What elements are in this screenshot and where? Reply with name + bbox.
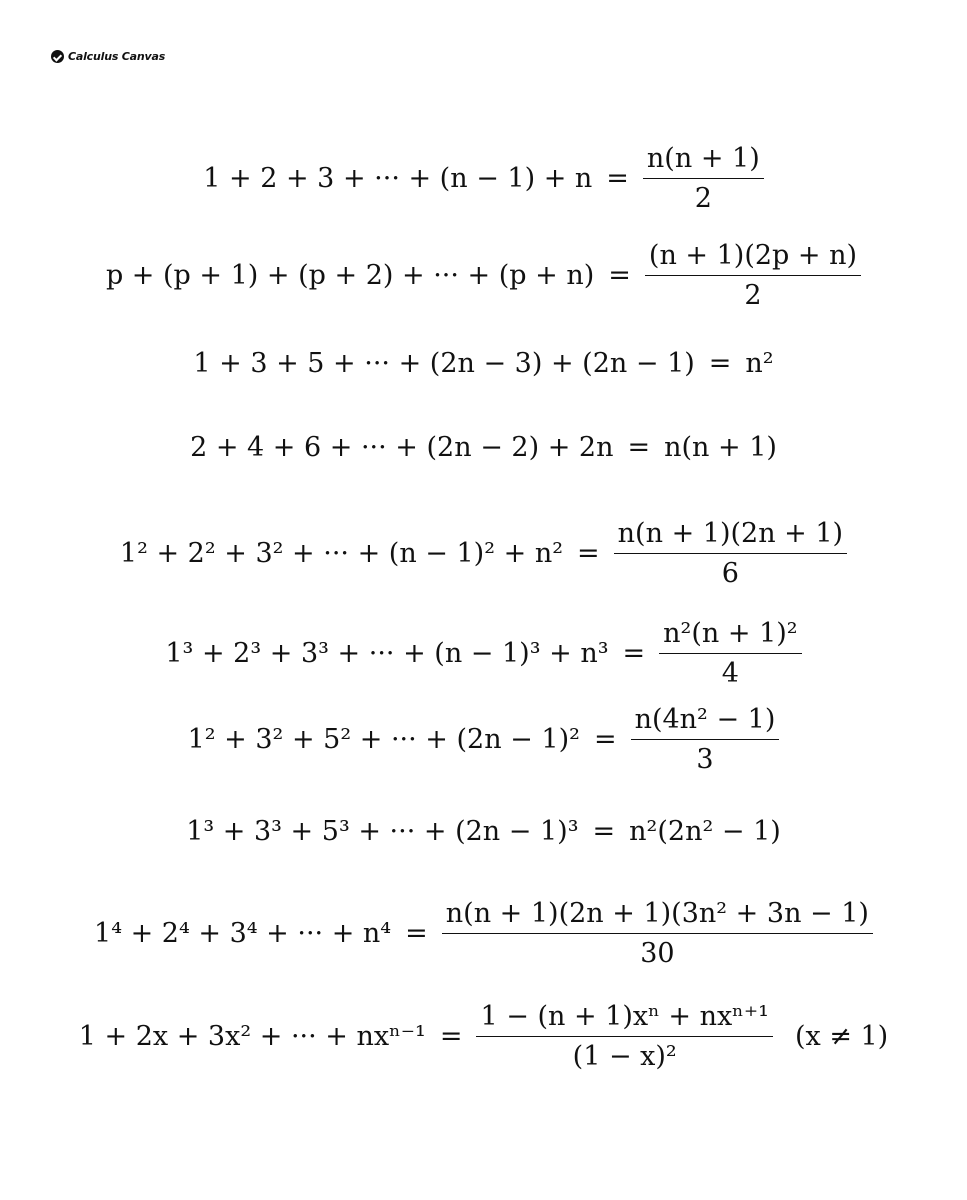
fraction bbox=[645, 242, 861, 309]
formula-arithmetico-geometric bbox=[0, 1003, 967, 1070]
equals-sign: = bbox=[608, 260, 631, 291]
formula-lhs: 1 + 2 + 3 + ··· + (n − 1) + n bbox=[203, 163, 593, 194]
fraction bbox=[442, 900, 873, 967]
numerator: n²(n + 1)² bbox=[659, 620, 801, 654]
formula-sum-even bbox=[0, 434, 967, 461]
formula-lhs: 1³ + 2³ + 3³ + ··· + (n − 1)³ + n³ bbox=[165, 638, 609, 669]
condition: (x ≠ 1) bbox=[794, 1021, 889, 1052]
numerator: n(n + 1)(2n + 1)(3n² + 3n − 1) bbox=[442, 900, 873, 934]
check-circle-icon bbox=[51, 50, 64, 63]
fraction bbox=[614, 520, 847, 587]
equals-sign: = bbox=[606, 163, 629, 194]
equals-sign: = bbox=[577, 538, 600, 569]
formula-rhs: n² bbox=[745, 348, 774, 379]
formula-rhs: n(n + 1) bbox=[664, 432, 777, 463]
formula-lhs: 1² + 3² + 5² + ··· + (2n − 1)² bbox=[187, 724, 580, 755]
equals-sign: = bbox=[708, 348, 732, 379]
equals-sign: = bbox=[593, 724, 617, 755]
formula-sum-fourth-powers bbox=[0, 900, 967, 967]
denominator: 2 bbox=[744, 280, 762, 311]
fraction bbox=[643, 145, 764, 212]
formula-lhs: 1⁴ + 2⁴ + 3⁴ + ··· + n⁴ bbox=[94, 918, 392, 949]
numerator: n(n + 1)(2n + 1) bbox=[614, 520, 847, 554]
formula-sum-integers bbox=[0, 145, 967, 212]
numerator: n(4n² − 1) bbox=[631, 706, 780, 740]
denominator: 2 bbox=[694, 183, 712, 214]
formula-lhs: 1² + 2² + 3² + ··· + (n − 1)² + n² bbox=[119, 538, 564, 569]
denominator: 6 bbox=[721, 558, 739, 589]
denominator: 4 bbox=[721, 658, 739, 689]
numerator: (n + 1)(2p + n) bbox=[645, 242, 861, 276]
brand-name: Calculus Canvas bbox=[68, 50, 166, 63]
formula-sum-cubes bbox=[0, 620, 967, 687]
formula-sum-squares bbox=[0, 520, 967, 587]
formula-lhs: 1 + 3 + 5 + ··· + (2n − 3) + (2n − 1) bbox=[193, 348, 695, 379]
denominator: 30 bbox=[640, 938, 675, 969]
equals-sign: = bbox=[627, 432, 651, 463]
formula-lhs: 2 + 4 + 6 + ··· + (2n − 2) + 2n bbox=[190, 432, 614, 463]
denominator: 3 bbox=[696, 744, 714, 775]
formula-lhs: 1 + 2x + 3x² + ··· + nxⁿ⁻¹ bbox=[78, 1021, 426, 1052]
brand-logo bbox=[51, 50, 165, 63]
formula-sum-from-p bbox=[0, 242, 967, 309]
equals-sign: = bbox=[405, 918, 428, 949]
formula-lhs: p + (p + 1) + (p + 2) + ··· + (p + n) bbox=[105, 260, 595, 291]
numerator: 1 − (n + 1)xⁿ + nxⁿ⁺¹ bbox=[476, 1003, 772, 1037]
denominator: (1 − x)² bbox=[572, 1041, 677, 1072]
formula-lhs: 1³ + 3³ + 5³ + ··· + (2n − 1)³ bbox=[186, 816, 579, 847]
formula-sum-odd bbox=[0, 350, 967, 377]
fraction bbox=[631, 706, 780, 773]
fraction bbox=[476, 1003, 772, 1070]
numerator: n(n + 1) bbox=[643, 145, 764, 179]
equals-sign: = bbox=[622, 638, 646, 669]
formula-sum-odd-cubes bbox=[0, 818, 967, 845]
fraction bbox=[659, 620, 801, 687]
equals-sign: = bbox=[439, 1021, 463, 1052]
equals-sign: = bbox=[592, 816, 616, 847]
formula-sum-odd-squares bbox=[0, 706, 967, 773]
formula-rhs: n²(2n² − 1) bbox=[629, 816, 781, 847]
